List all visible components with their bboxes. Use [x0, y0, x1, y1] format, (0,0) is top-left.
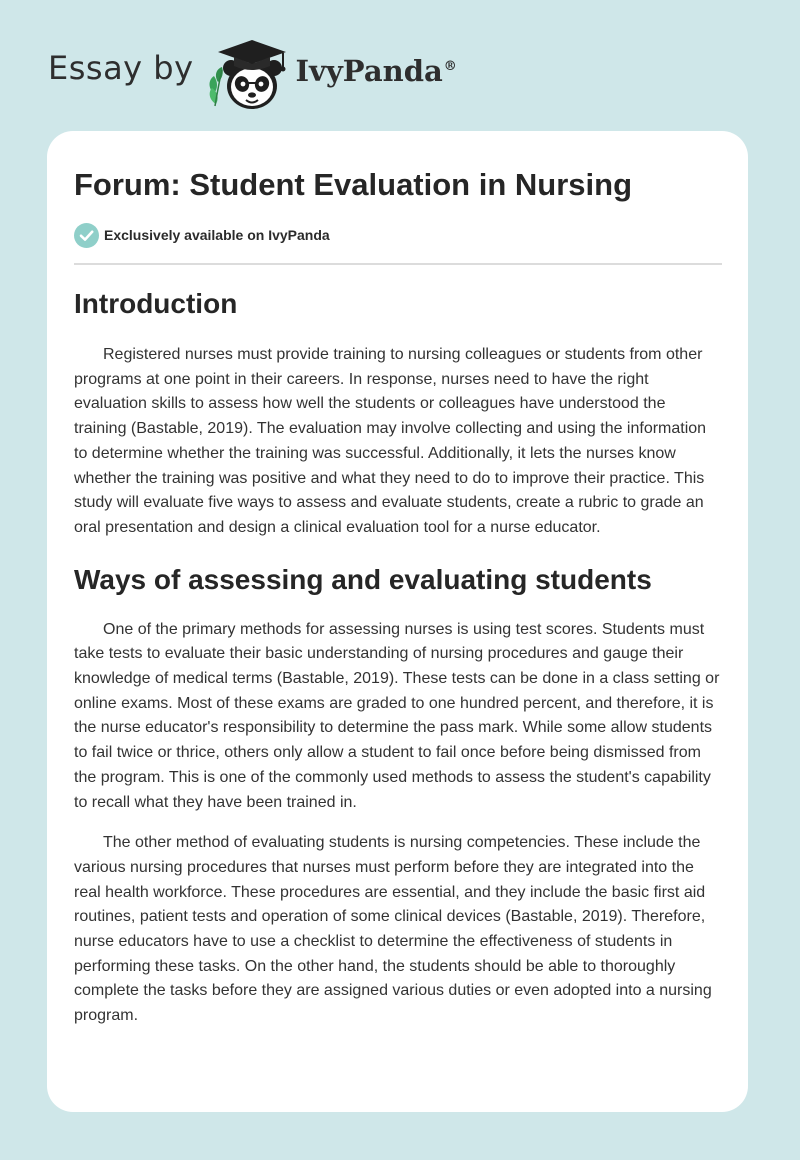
paragraph: Registered nurses must provide training to nursing colleagues or students from other programs at one point in their careers. In response, nurses need to have the right evaluation skills to assess how well the students or colleagues have understood the training (Bastable, 2019). The evaluation may involve collecting and using the information to determine whether the training was successful. Additionally, it lets the nurses know whether the training was positive and what they need to do to improve their practice. This study will evaluate five ways to assess and evaluate students, create a rubric to grade an oral presentation and design a clinical evaluation tool for a nurse educator. [74, 346, 707, 536]
site-header [48, 34, 457, 114]
essay-card [47, 131, 748, 1112]
paragraph: One of the primary methods for assessing nurses is using test scores. Students must take tests to evaluate their basic understanding of nursing procedures and gauge their knowledge of medical terms (Bastable, 2019). These tests can be done in a class setting or online exams. Most of these exams are graded to one hundred percent, and therefore, it is the nurse educator's responsibility to determine the pass mark. While some allow students to fail twice or thrice, others only allow a student to fail once before being dismissed from the program. This is one of the commonly used methods to assess the student's capability to recall what they have been trained in. [74, 620, 720, 811]
title-divider [74, 263, 722, 265]
brand-name-text: IvyPanda [295, 54, 443, 88]
check-circle-icon [74, 223, 99, 248]
ivypanda-brand-name [296, 54, 457, 88]
paragraph: The other method of evaluating students is nursing competencies. These include the various nursing procedures that nurses must perform before they are integrated into the real health workforce. These procedures are essential, and they include the basic first aid routines, patient tests and operation of some clinical devices (Bastable, 2019). Therefore, nurse educators have to use a checklist to determine the effectiveness of students in performing these tasks. On the other hand, the students should be able to thoroughly complete the tasks before they are assigned various duties or even adopted into a nursing program. [74, 834, 712, 1025]
registered-mark: ® [443, 59, 457, 75]
section-heading: Ways of assessing and evaluating students [74, 563, 652, 595]
section-introduction [74, 286, 722, 541]
exclusive-badge [74, 220, 722, 250]
section-ways-of-assessing [74, 562, 722, 1029]
exclusive-badge-text: Exclusively available on IvyPanda [104, 227, 330, 243]
panda-graduation-cap-logo-icon [204, 34, 294, 114]
essay-title: Forum: Student Evaluation in Nursing [74, 167, 632, 202]
section-heading: Introduction [74, 288, 238, 319]
essay-by-label: Essay by [48, 49, 194, 87]
